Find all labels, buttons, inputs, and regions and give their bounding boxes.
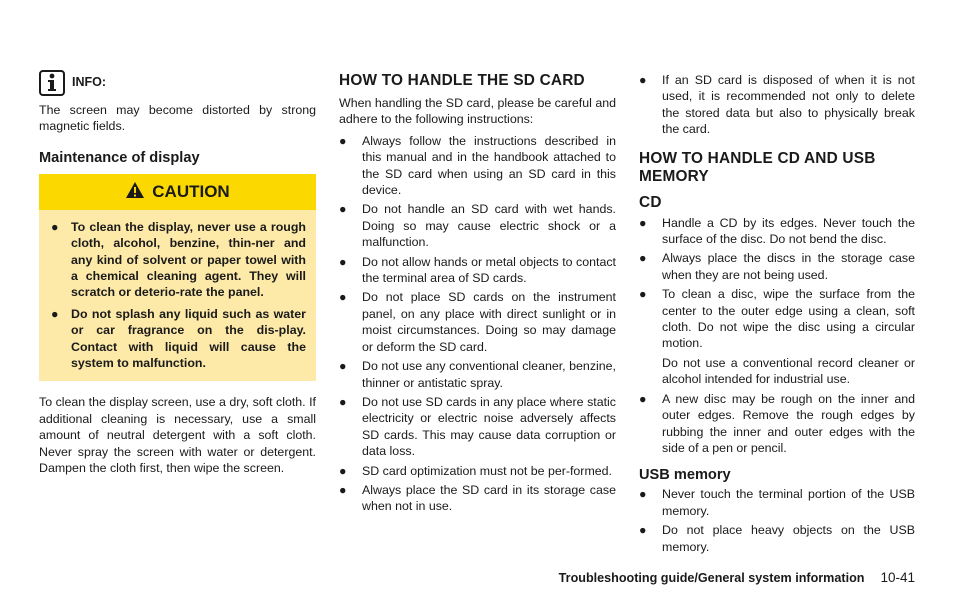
list-item <box>639 250 915 283</box>
caution-item <box>51 306 306 372</box>
page-number: 10-41 <box>880 570 915 585</box>
maintenance-heading: Maintenance of display <box>39 149 200 166</box>
bullet-icon: ● <box>639 287 647 302</box>
sd-card-list <box>339 133 616 515</box>
caution-item <box>51 219 306 301</box>
cd-note: Do not use a conventional record cleaner or alcohol intended for industrial use. <box>662 355 915 387</box>
list-item-text: Do not allow hands or metal objects to contact the terminal area of SD cards. <box>362 254 616 286</box>
list-item-text: Do not place SD cards on the instrument panel, on any place with direct sunlight or in moist circumstances. Doing so may damage or deform the SD card. <box>362 290 616 354</box>
list-item-text: If an SD card is disposed of when it is not used, it is recommended not only to delete the stored data but also to physically break the card. <box>662 73 915 137</box>
list-item <box>639 72 915 138</box>
warning-triangle-icon <box>125 181 145 203</box>
info-text: The screen may become distorted by strong magnetic fields. <box>39 103 316 134</box>
page-footer <box>559 570 915 586</box>
usb-list <box>639 486 915 555</box>
bullet-icon: ● <box>339 290 347 305</box>
list-item-text: Do not use any conventional cleaner, benzine, thinner or antistatic spray. <box>362 359 616 390</box>
cleaning-text: To clean the display screen, use a dry, soft cloth. If additional cleaning is necessary, use a small amount of neutral detergent with a soft cloth. Never spray the screen with water or detergent. Dampen the cloth first, then wipe the screen. <box>39 395 316 476</box>
bullet-icon: ● <box>639 215 647 230</box>
list-item <box>639 391 915 457</box>
sd-card-list-continued <box>639 72 915 138</box>
bullet-icon: ● <box>339 202 347 217</box>
cd-list-continued <box>639 391 915 457</box>
list-item <box>339 289 616 355</box>
list-item-text: Always place the SD card in its storage case when not in use. <box>362 482 616 514</box>
caution-header <box>39 174 316 210</box>
list-item-text: Do not use SD cards in any place where static electricity or electric noise adversely affects SD cards. This may cause data corruption or data loss. <box>362 394 616 459</box>
sd-card-heading: HOW TO HANDLE THE SD CARD <box>339 72 585 89</box>
caution-box <box>39 174 316 382</box>
list-item <box>639 286 915 352</box>
list-item-text: To clean a disc, wipe the surface from the center to the outer edge using a clean, soft cloth. Do not wipe the disc using a circular motion. <box>662 287 915 351</box>
bullet-icon: ● <box>639 523 647 538</box>
caution-item-text: To clean the display, never use a rough cloth, alcohol, benzine, thin-ner and any kind of solvent or paper towel with a chemical cleaning agent. They will scratch or deterio-rate the panel. <box>71 219 306 300</box>
list-item-text: Do not handle an SD card with wet hands. Doing so may cause electric shock or a malfunction. <box>362 202 616 250</box>
list-item <box>339 394 616 460</box>
list-item <box>339 358 616 391</box>
bullet-icon: ● <box>639 251 647 266</box>
bullet-icon: ● <box>339 482 347 497</box>
bullet-icon: ● <box>639 73 647 87</box>
cd-heading: CD <box>639 193 662 211</box>
sd-card-intro: When handling the SD card, please be careful and adhere to the following instructions: <box>339 96 616 127</box>
usb-heading: USB memory <box>639 467 731 484</box>
list-item <box>639 486 915 519</box>
footer-title: Troubleshooting guide/General system information <box>558 571 865 585</box>
bullet-icon: ● <box>51 219 59 234</box>
list-item <box>639 215 915 248</box>
bullet-icon: ● <box>339 394 347 409</box>
column-left <box>39 70 316 477</box>
column-middle <box>339 72 616 518</box>
bullet-icon: ● <box>339 463 347 478</box>
list-item-text: Always follow the instructions described in this manual and in the handbook attached to the SD card when using an SD card in this device. <box>362 133 616 198</box>
list-item <box>339 463 616 479</box>
info-row <box>39 70 316 100</box>
list-item-text: Never touch the terminal portion of the USB memory. <box>662 487 915 518</box>
list-item-text: Do not place heavy objects on the USB memory. <box>662 523 915 554</box>
cd-usb-heading: HOW TO HANDLE CD AND USB MEMORY <box>639 149 876 185</box>
column-right <box>639 72 915 558</box>
list-item <box>339 482 616 515</box>
bullet-icon: ● <box>639 391 647 406</box>
bullet-icon: ● <box>51 306 59 321</box>
caution-item-text: Do not splash any liquid such as water or car fragrance on the dis-play. Contact with liquid will cause the system to malfunction. <box>71 306 306 371</box>
list-item-text: Always place the discs in the storage case when they are not being used. <box>662 251 915 282</box>
info-icon <box>39 70 65 96</box>
caution-list <box>39 210 316 382</box>
caution-title: CAUTION <box>152 181 230 201</box>
list-item <box>339 133 616 199</box>
cd-list <box>639 215 915 352</box>
list-item-text: A new disc may be rough on the inner and outer edges. Remove the rough edges by rubbing the inner and outer edges with the side of a pen or pencil. <box>662 391 915 455</box>
bullet-icon: ● <box>639 487 647 502</box>
list-item <box>339 254 616 287</box>
list-item <box>639 522 915 555</box>
list-item-text: SD card optimization must not be per-formed. <box>362 463 612 478</box>
bullet-icon: ● <box>339 254 347 269</box>
bullet-icon: ● <box>339 133 347 148</box>
list-item <box>339 201 616 250</box>
list-item-text: Handle a CD by its edges. Never touch the surface of the disc. Do not bend the disc. <box>662 215 915 247</box>
info-label: INFO: <box>72 75 107 89</box>
bullet-icon: ● <box>339 359 347 374</box>
